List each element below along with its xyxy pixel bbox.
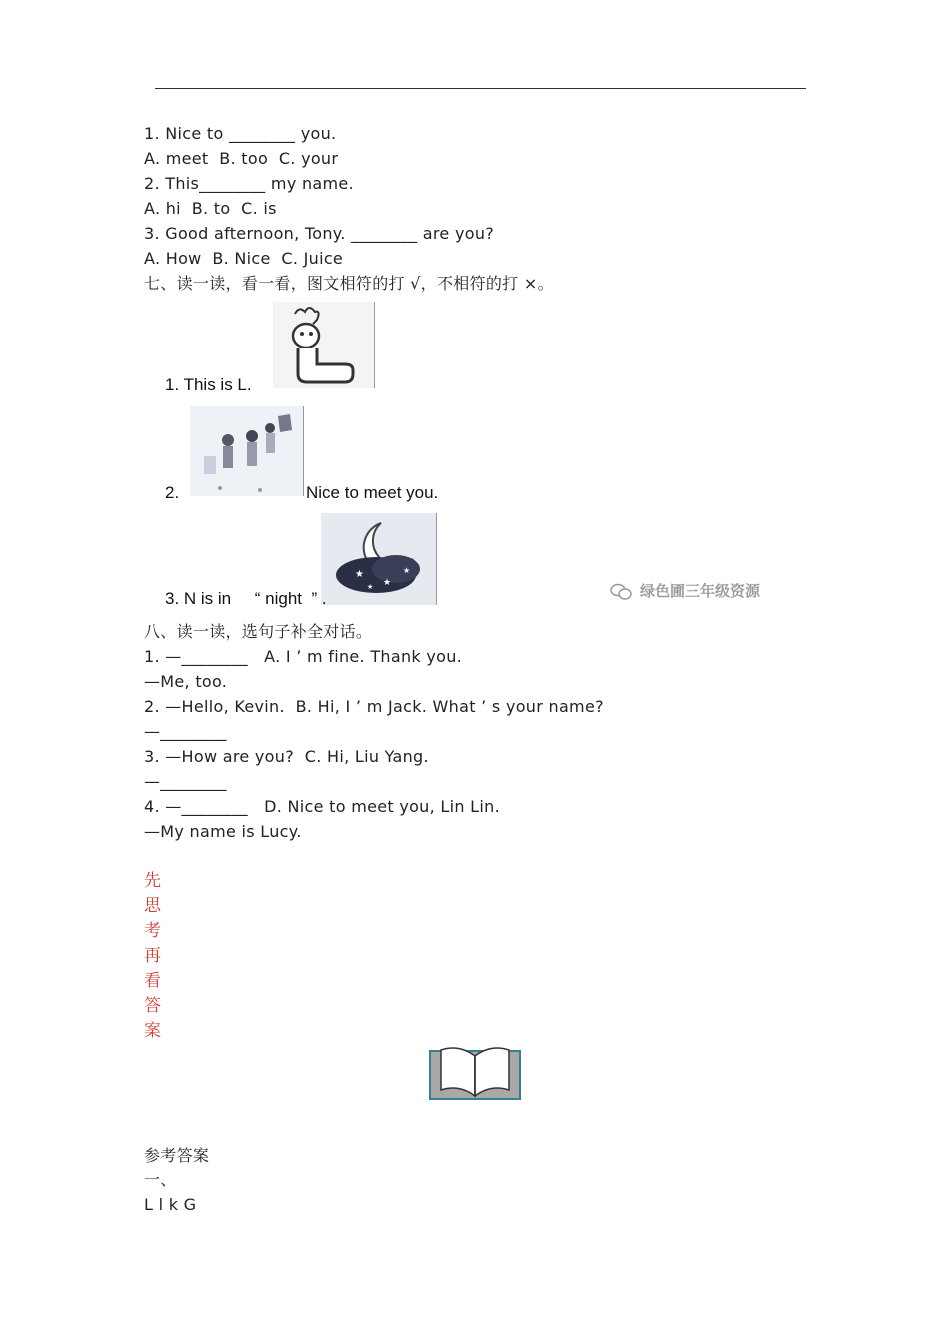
think-first-char: 思: [144, 896, 162, 916]
letter-l-picture: [273, 302, 375, 388]
svg-text:★: ★: [403, 566, 411, 575]
watermark: [610, 580, 760, 601]
mc-options-3: A. How B. Nice C. Juice: [144, 249, 344, 268]
answers-part1-answer: L l k G: [144, 1195, 197, 1214]
answers-title: 参考答案: [144, 1146, 210, 1165]
dialog-line: 1. —________ A. I ’ m fine. Thank you.: [144, 647, 463, 666]
think-first-char: 答: [144, 996, 162, 1016]
dialog-line: 4. —________ D. Nice to meet you, Lin Lin.: [144, 797, 500, 816]
dialog-line: —Me, too.: [144, 672, 228, 691]
mc-question-1: 1. Nice to ________ you.: [144, 124, 337, 143]
chat-bubble-icon: [610, 583, 632, 601]
mc-options-2: A. hi B. to C. is: [144, 199, 277, 218]
answers-part1-label: 一、: [144, 1170, 177, 1189]
svg-text:★: ★: [383, 578, 392, 588]
svg-text:★: ★: [367, 583, 374, 591]
mc-question-3: 3. Good afternoon, Tony. ________ are you?: [144, 224, 495, 243]
section7-item1: 1. This is L.: [165, 375, 252, 394]
section7-heading: 七、读一读，看一看，图文相符的打 √，不相符的打 ×。: [144, 274, 554, 293]
section7-item3: 3. N is in “ night ” .: [165, 589, 327, 608]
dialog-line: 2. —Hello, Kevin. B. Hi, I ’ m Jack. What ’ s your name?: [144, 697, 604, 716]
dialog-line: —My name is Lucy.: [144, 822, 302, 841]
svg-text:★: ★: [355, 569, 364, 580]
section7-item2-text: Nice to meet you.: [306, 483, 439, 502]
mc-question-2: 2. This________ my name.: [144, 174, 354, 193]
night-moon-picture: [321, 513, 437, 605]
mc-options-1: A. meet B. too C. your: [144, 149, 339, 168]
think-first-char: 考: [144, 921, 162, 941]
kids-greeting-picture: [190, 406, 304, 496]
header-rule: [155, 88, 806, 89]
watermark-text: 绿色圃三年级资源: [640, 582, 761, 600]
think-first-char: 再: [144, 946, 162, 966]
think-first-char: 看: [144, 971, 162, 991]
section8-heading: 八、读一读，选句子补全对话。: [144, 622, 373, 641]
dialog-line: —________: [144, 772, 227, 791]
section7-item2-number: 2.: [165, 483, 180, 502]
think-first-char: 案: [144, 1021, 162, 1041]
open-book-icon: [429, 1042, 521, 1100]
think-first-char: 先: [144, 871, 162, 891]
dialog-line: 3. —How are you? C. Hi, Liu Yang.: [144, 747, 429, 766]
dialog-line: —________: [144, 722, 227, 741]
